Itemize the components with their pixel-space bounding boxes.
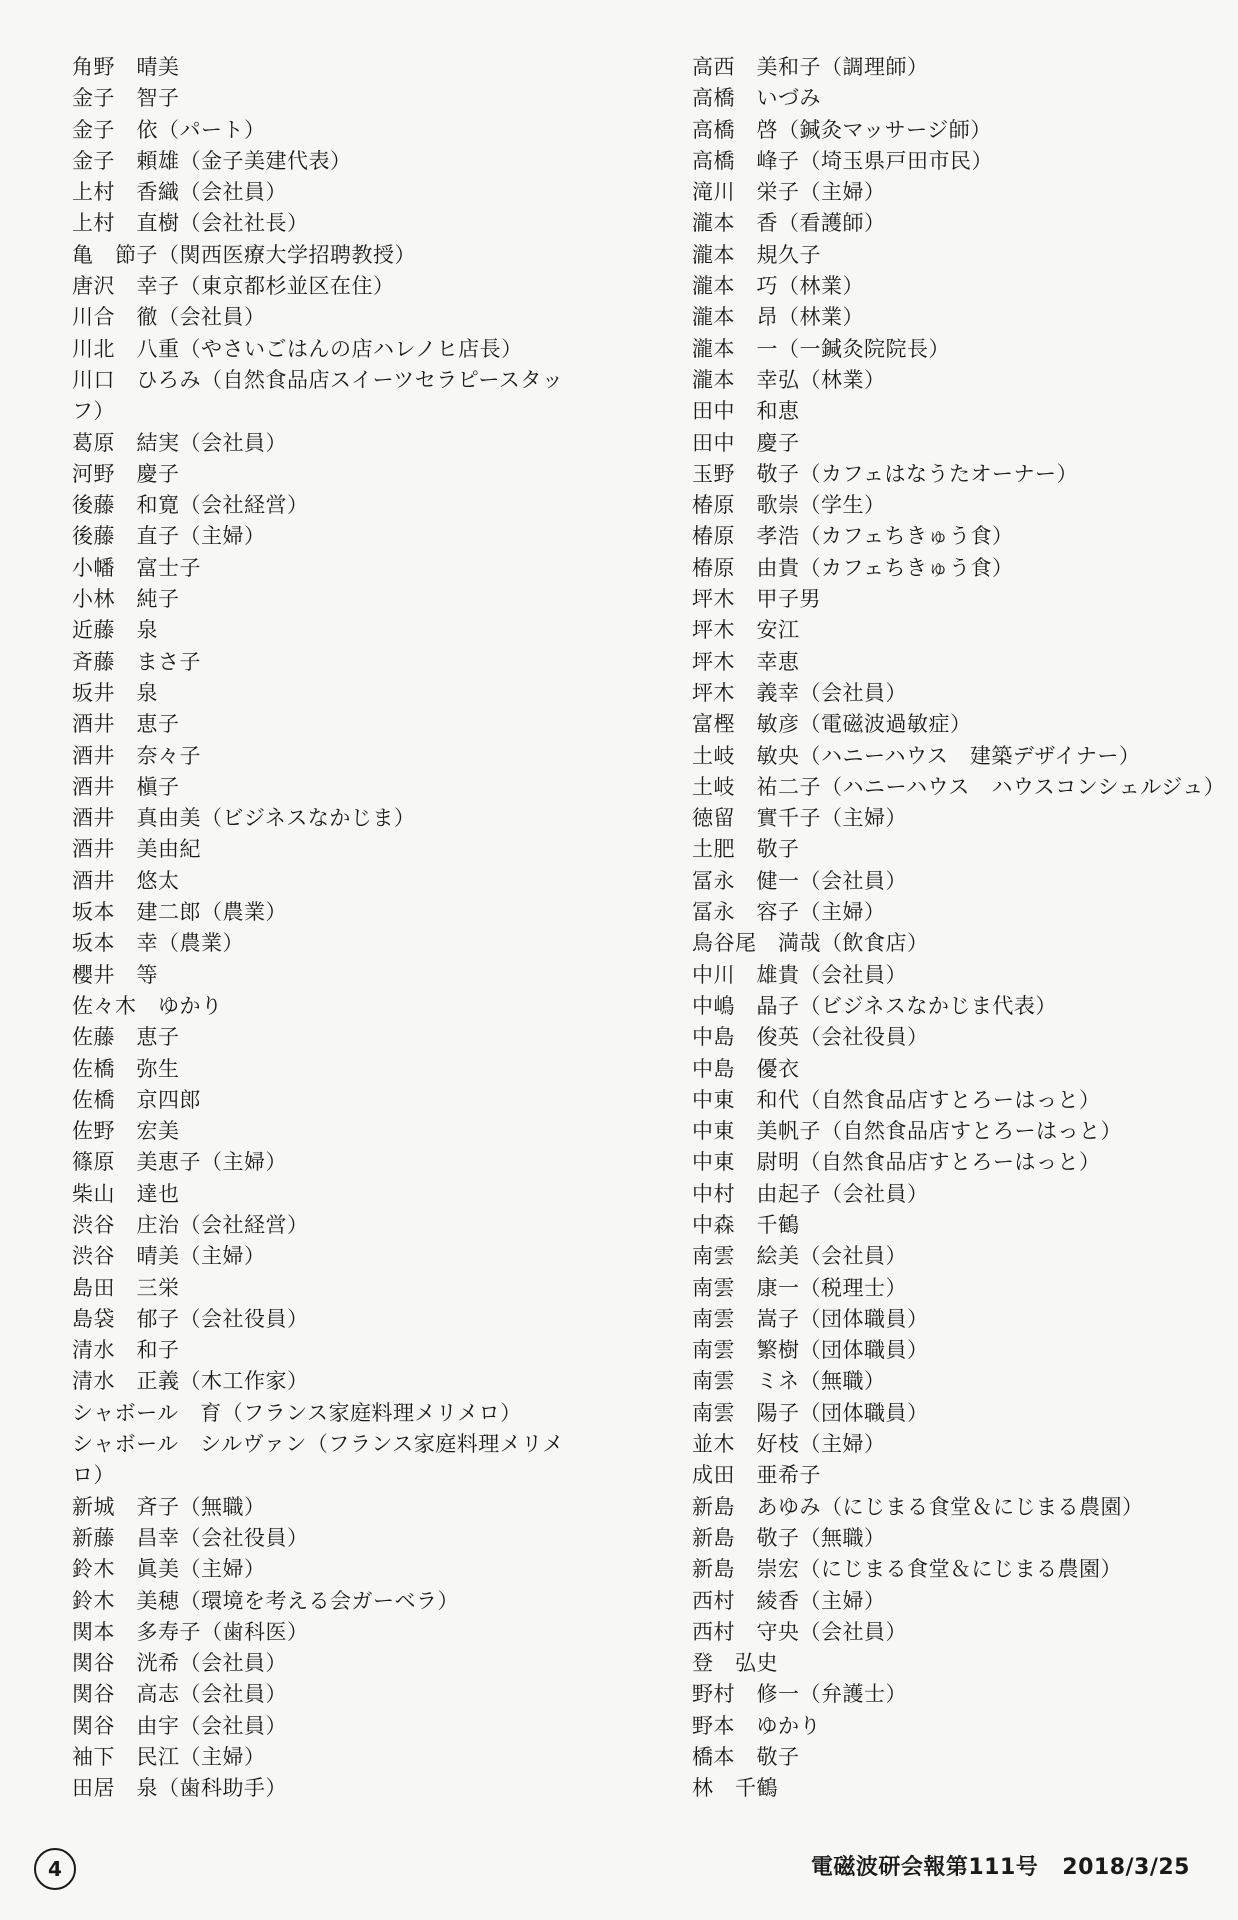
name-entry: 佐橋 弥生	[72, 1056, 180, 1081]
name-entry: 後藤 直子（主婦）	[72, 524, 266, 549]
name-entry: 冨永 健一（会社員）	[692, 868, 907, 893]
name-entry: 川口 ひろみ（自然食品店スイーツセラピースタッフ）	[72, 367, 564, 424]
name-entry: 後藤 和寛（会社経営）	[72, 493, 309, 518]
name-entry: 柴山 達也	[72, 1181, 180, 1206]
name-entry: 川合 徹（会社員）	[72, 305, 266, 330]
name-entry: 瀧本 巧（林業）	[692, 274, 864, 299]
page-number: 4	[34, 1848, 76, 1890]
name-entry: 鳥谷尾 満哉（飲食店）	[692, 931, 929, 956]
name-entry: 南雲 絵美（会社員）	[692, 1244, 907, 1269]
name-entry: 滝川 栄子（主婦）	[692, 180, 886, 205]
name-entry: 佐々木 ゆかり	[72, 993, 223, 1018]
name-entry: 野村 修一（弁護士）	[692, 1682, 907, 1707]
name-entry: 高橋 峰子（埼玉県戸田市民）	[692, 148, 993, 173]
name-entry: 新島 敬子（無職）	[692, 1525, 886, 1550]
name-entry: 西村 守央（会社員）	[692, 1619, 907, 1644]
name-entry: 登 弘史	[692, 1651, 778, 1676]
name-entry: 関谷 高志（会社員）	[72, 1682, 287, 1707]
name-entry: 新藤 昌幸（会社役員）	[72, 1525, 309, 1550]
name-entry: 坪木 安江	[692, 618, 800, 643]
name-entry: 鈴木 美穂（環境を考える会ガーベラ）	[72, 1588, 459, 1613]
publication-title: 電磁波研会報第111号	[810, 1855, 1039, 1880]
name-entry: 清水 和子	[72, 1338, 180, 1363]
name-entry: 小林 純子	[72, 587, 180, 612]
name-entry: 田中 和恵	[692, 399, 800, 424]
name-entry: 南雲 陽子（団体職員）	[692, 1400, 929, 1425]
name-entry: 富樫 敏彦（電磁波過敏症）	[692, 712, 972, 737]
name-entry: 中村 由起子（会社員）	[692, 1181, 929, 1206]
name-entry: 金子 頼雄（金子美建代表）	[72, 148, 352, 173]
name-entry: 渋谷 晴美（主婦）	[72, 1244, 266, 1269]
name-entry: 篠原 美恵子（主婦）	[72, 1150, 287, 1175]
name-entry: 南雲 ミネ（無職）	[692, 1369, 886, 1394]
name-entry: 関本 多寿子（歯科医）	[72, 1619, 309, 1644]
name-entry: 鈴木 眞美（主婦）	[72, 1557, 266, 1582]
name-entry: 高橋 いづみ	[692, 86, 821, 111]
name-entry: 南雲 繁樹（団体職員）	[692, 1338, 929, 1363]
right-name-list	[692, 52, 1232, 1805]
footer	[811, 1850, 1190, 1881]
name-entry: 渋谷 庄治（会社経営）	[72, 1212, 309, 1237]
publication-date: 2018/3/25	[1062, 1855, 1190, 1880]
name-entry: 中森 千鶴	[692, 1212, 800, 1237]
name-entry: 新島 崇宏（にじまる食堂＆にじまる農園）	[692, 1557, 1122, 1582]
name-entry: 瀧本 規久子	[692, 242, 821, 267]
name-entry: 中東 和代（自然食品店すとろーはっと）	[692, 1087, 1101, 1112]
name-entry: 中東 美帆子（自然食品店すとろーはっと）	[692, 1119, 1122, 1144]
name-entry: 椿原 歌崇（学生）	[692, 493, 886, 518]
name-entry: 西村 綾香（主婦）	[692, 1588, 886, 1613]
name-entry: 徳留 實千子（主婦）	[692, 806, 907, 831]
name-entry: 坂本 幸（農業）	[72, 931, 244, 956]
name-entry: 酒井 美由紀	[72, 837, 201, 862]
name-entry: 河野 慶子	[72, 461, 180, 486]
name-entry: 関谷 由宇（会社員）	[72, 1713, 287, 1738]
name-entry: 瀧本 香（看護師）	[692, 211, 886, 236]
name-entry: 新島 あゆみ（にじまる食堂＆にじまる農園）	[692, 1494, 1144, 1519]
name-entry: 椿原 孝浩（カフェちきゅう食）	[692, 524, 1014, 549]
name-entry: 田居 泉（歯科助手）	[72, 1776, 287, 1801]
name-entry: 中川 雄貴（会社員）	[692, 962, 907, 987]
name-entry: 土肥 敬子	[692, 837, 800, 862]
name-entry: 佐橋 京四郎	[72, 1087, 201, 1112]
name-entry: 中東 尉明（自然食品店すとろーはっと）	[692, 1150, 1101, 1175]
name-entry: 南雲 嵩子（団体職員）	[692, 1306, 929, 1331]
name-entry: 橋本 敬子	[692, 1745, 800, 1770]
name-entry: 土岐 祐二子（ハニーハウス ハウスコンシェルジュ）	[692, 774, 1226, 799]
name-entry: 酒井 恵子	[72, 712, 180, 737]
name-entry: 成田 亜希子	[692, 1463, 821, 1488]
name-entry: 瀧本 昂（林業）	[692, 305, 864, 330]
name-entry: 坪木 甲子男	[692, 587, 821, 612]
name-entry: 上村 直樹（会社社長）	[72, 211, 309, 236]
name-entry: 清水 正義（木工作家）	[72, 1369, 309, 1394]
name-entry: 椿原 由貴（カフェちきゅう食）	[692, 555, 1014, 580]
name-entry: 川北 八重（やさいごはんの店ハレノヒ店長）	[72, 336, 523, 361]
name-entry: 坪木 義幸（会社員）	[692, 680, 907, 705]
name-entry: 土岐 敏央（ハニーハウス 建築デザイナー）	[692, 743, 1141, 768]
name-entry: 高橋 啓（鍼灸マッサージ師）	[692, 117, 992, 142]
name-entry: 小幡 富士子	[72, 555, 201, 580]
name-entry: 亀 節子（関西医療大学招聘教授）	[72, 242, 416, 267]
name-entry: 酒井 奈々子	[72, 743, 201, 768]
name-entry: 斉藤 まさ子	[72, 649, 201, 674]
name-entry: 近藤 泉	[72, 618, 158, 643]
name-entry: 高西 美和子（調理師）	[692, 55, 929, 79]
name-entry: 並木 好枝（主婦）	[692, 1432, 886, 1457]
name-entry: シャボール 育（フランス家庭料理メリメロ）	[72, 1400, 522, 1425]
name-entry: 島田 三栄	[72, 1275, 180, 1300]
name-entry: シャボール シルヴァン（フランス家庭料理メリメロ）	[72, 1432, 564, 1488]
name-entry: 酒井 悠太	[72, 868, 180, 893]
name-entry: 上村 香織（会社員）	[72, 180, 287, 205]
name-entry: 林 千鶴	[692, 1776, 778, 1801]
name-entry: 酒井 槇子	[72, 774, 180, 799]
name-entry: 唐沢 幸子（東京都杉並区在住）	[72, 274, 395, 299]
name-entry: 野本 ゆかり	[692, 1713, 821, 1738]
name-entry: 佐藤 恵子	[72, 1025, 180, 1050]
name-entry: 坪木 幸恵	[692, 649, 800, 674]
name-entry: 袖下 民江（主婦）	[72, 1745, 266, 1770]
name-entry: 関谷 洸希（会社員）	[72, 1651, 287, 1676]
name-entry: 玉野 敬子（カフェはなうたオーナー）	[692, 461, 1078, 486]
name-entry: 新城 斉子（無職）	[72, 1494, 266, 1519]
name-entry: 中嶋 晶子（ビジネスなかじま代表）	[692, 993, 1057, 1018]
name-entry: 角野 晴美	[72, 55, 180, 79]
name-entry: 金子 依（パート）	[72, 117, 266, 142]
name-entry: 坂井 泉	[72, 680, 158, 705]
name-entry: 坂本 建二郎（農業）	[72, 900, 287, 925]
name-entry: 島袋 郁子（会社役員）	[72, 1306, 309, 1331]
name-entry: 田中 慶子	[692, 430, 800, 455]
name-entry: 冨永 容子（主婦）	[692, 900, 886, 925]
name-entry: 佐野 宏美	[72, 1119, 180, 1144]
name-entry: 南雲 康一（税理士）	[692, 1275, 907, 1300]
name-entry: 金子 智子	[72, 86, 180, 111]
name-entry: 中島 俊英（会社役員）	[692, 1025, 929, 1050]
name-entry: 酒井 真由美（ビジネスなかじま）	[72, 806, 416, 831]
left-name-list	[72, 52, 592, 1805]
name-entry: 瀧本 幸弘（林業）	[692, 367, 886, 392]
name-entry: 中島 優衣	[692, 1056, 800, 1081]
name-entry: 葛原 結実（会社員）	[72, 430, 287, 455]
name-entry: 瀧本 一（一鍼灸院院長）	[692, 336, 950, 361]
name-entry: 櫻井 等	[72, 962, 158, 987]
